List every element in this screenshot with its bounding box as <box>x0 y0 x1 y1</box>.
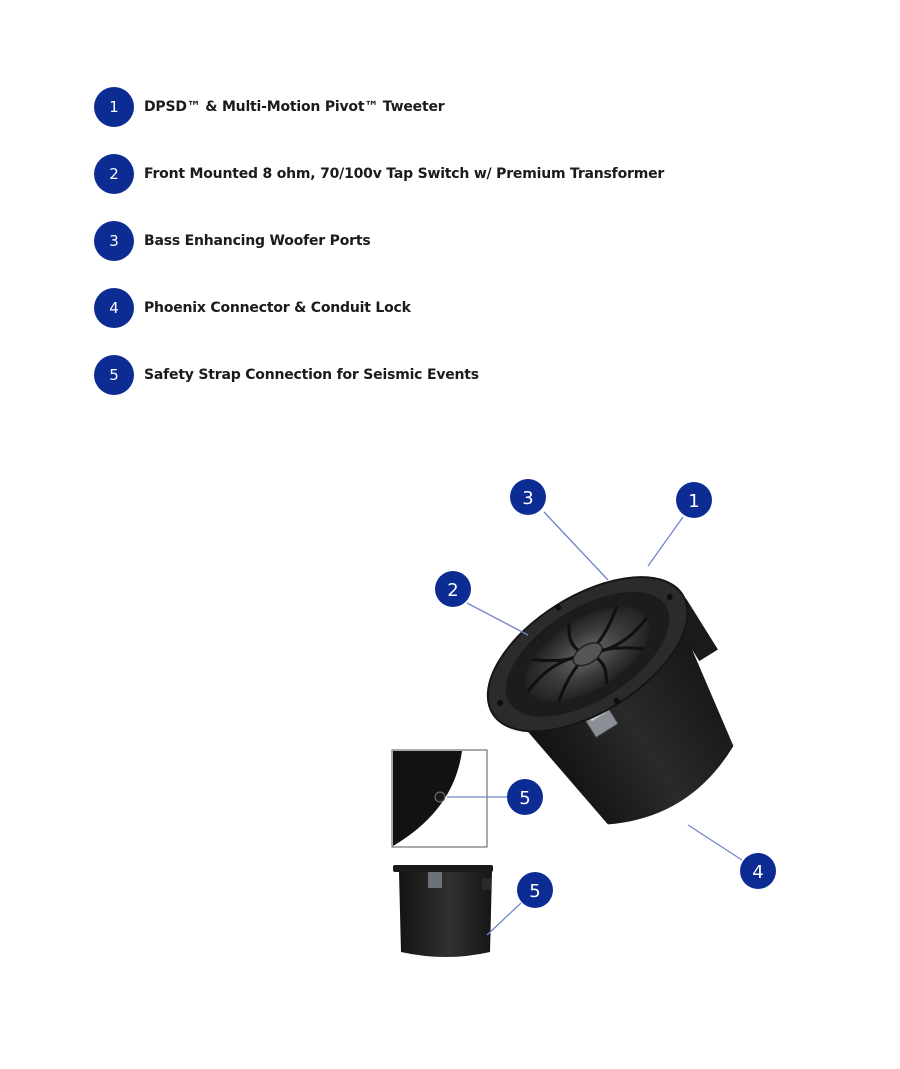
feature-label: Front Mounted 8 ohm, 70/100v Tap Switch w/ Premium Transformer <box>144 166 665 182</box>
leader-line-2 <box>467 603 528 635</box>
feature-label: Safety Strap Connection for Seismic Events <box>144 367 479 383</box>
callout-number: 4 <box>752 862 764 883</box>
feature-badge: 4 <box>94 288 134 328</box>
callout-5-side <box>517 872 553 908</box>
speaker-main-image <box>462 545 776 861</box>
feature-label: Bass Enhancing Woofer Ports <box>144 233 371 249</box>
leader-line-3 <box>544 512 608 580</box>
feature-badge: 2 <box>94 154 134 194</box>
detail-inset <box>392 750 487 847</box>
feature-label: DPSD™ & Multi-Motion Pivot™ Tweeter <box>144 99 445 115</box>
side-flange <box>393 865 493 872</box>
callout-number: 5 <box>529 881 541 902</box>
callout-number: 1 <box>688 491 700 512</box>
side-connector <box>428 872 442 888</box>
leader-line-5-side <box>487 903 521 935</box>
callout-1 <box>676 482 712 518</box>
callout-3 <box>510 479 546 515</box>
side-can <box>399 872 492 957</box>
feature-badge: 1 <box>94 87 134 127</box>
callout-number: 5 <box>519 788 531 809</box>
callout-4 <box>740 853 776 889</box>
leader-line-1 <box>648 517 683 566</box>
feature-label: Phoenix Connector & Conduit Lock <box>144 300 411 316</box>
callout-number: 2 <box>447 580 459 601</box>
feature-badge: 3 <box>94 221 134 261</box>
speaker-side-image <box>393 865 493 957</box>
feature-badge: 5 <box>94 355 134 395</box>
callout-2 <box>435 571 471 607</box>
callout-number: 3 <box>522 488 534 509</box>
callout-5-detail <box>507 779 543 815</box>
leader-line-4 <box>688 825 742 860</box>
side-bracket <box>482 878 491 890</box>
strap-hole <box>435 792 445 802</box>
